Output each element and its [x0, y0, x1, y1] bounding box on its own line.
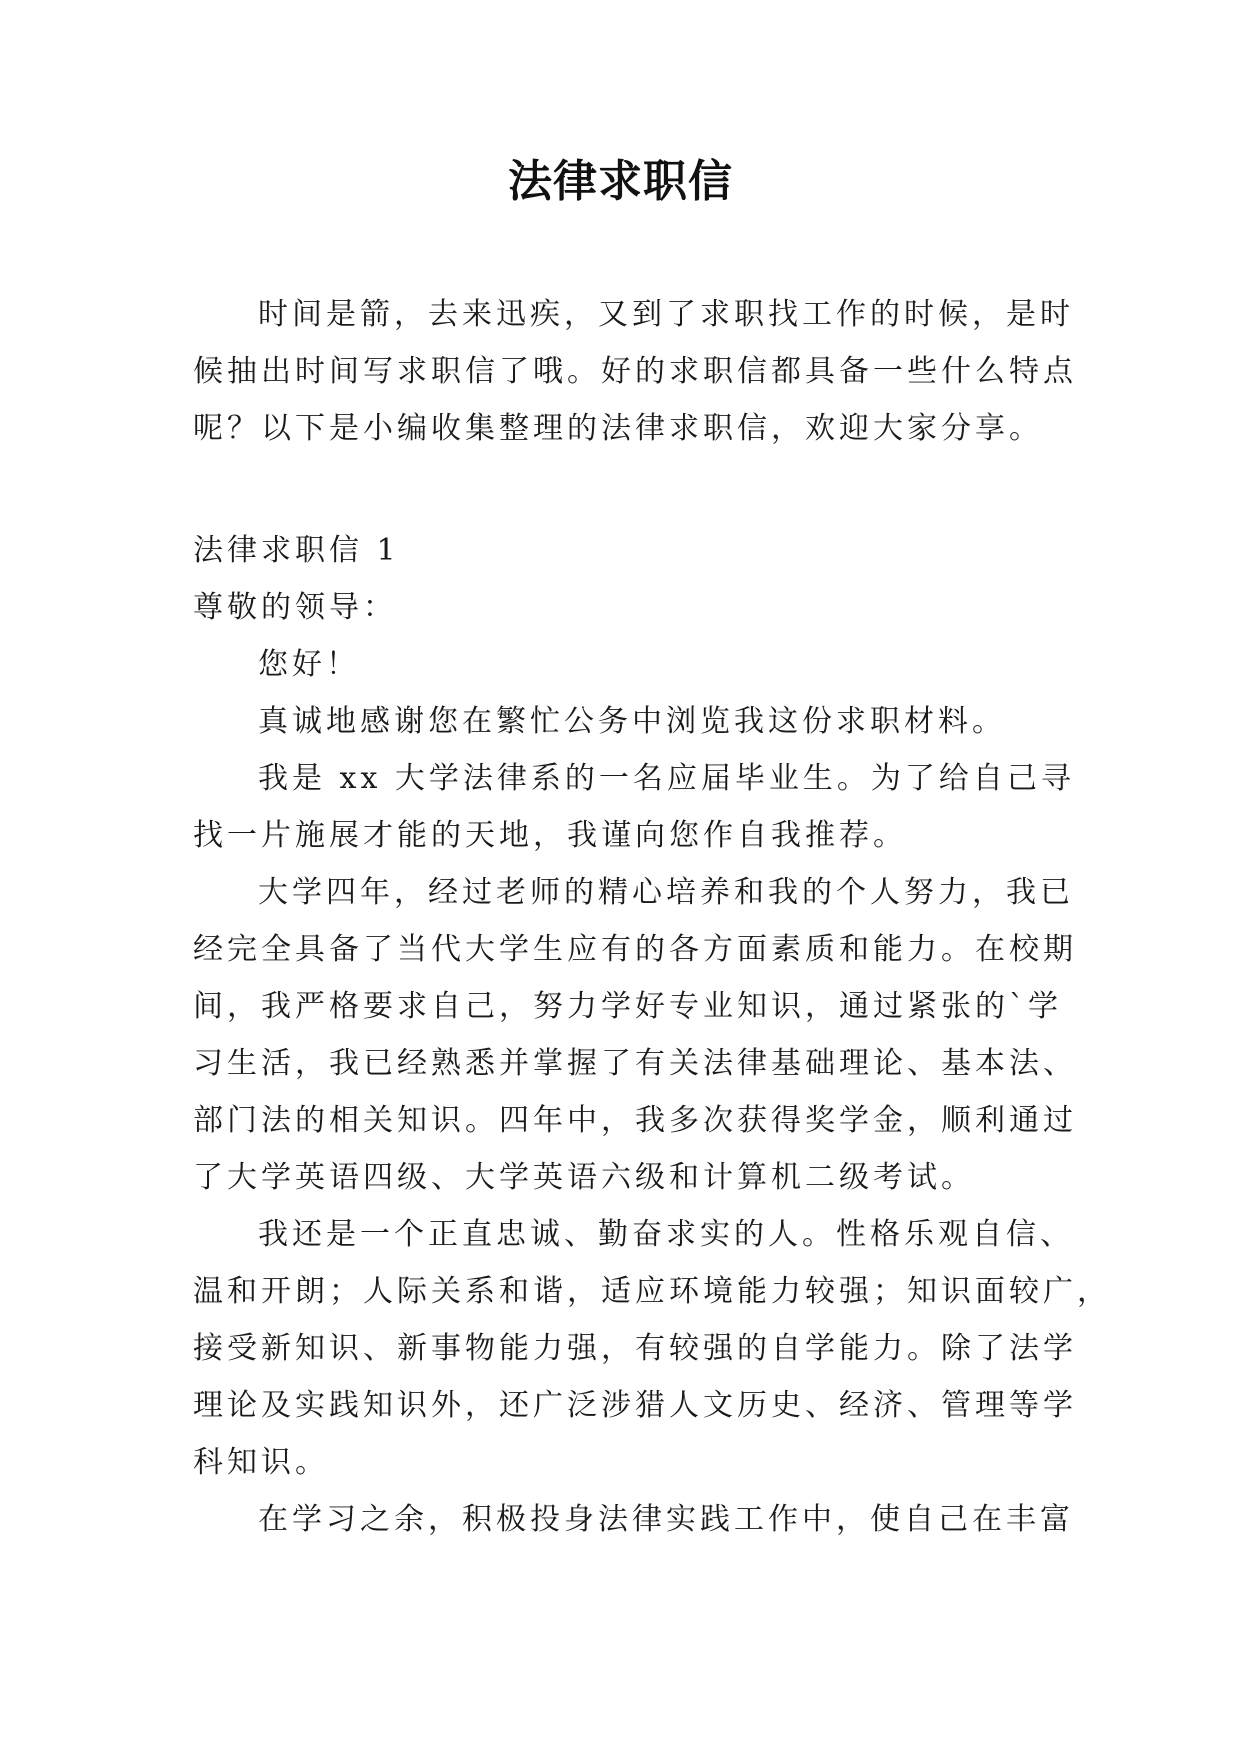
letter-line: 习生活，我已经熟悉并掌握了有关法律基础理论、基本法、: [193, 1046, 1077, 1081]
letter-line: 我还是一个正直忠诚、勤奋求实的人。性格乐观自信、: [258, 1217, 1074, 1252]
letter-line: 间，我严格要求自己，努力学好专业知识，通过紧张的`学: [193, 989, 1062, 1024]
letter-line: 接受新知识、新事物能力强，有较强的自学能力。除了法学: [193, 1331, 1077, 1366]
letter-line: 了大学英语四级、大学英语六级和计算机二级考试。: [193, 1160, 975, 1195]
letter-line: 找一片施展才能的天地，我谨向您作自我推荐。: [193, 818, 907, 853]
letter-line: 大学四年，经过老师的精心培养和我的个人努力，我已: [258, 875, 1074, 910]
letter-salutation: 尊敬的领导：: [193, 590, 397, 625]
letter-line: 经完全具备了当代大学生应有的各方面素质和能力。在校期: [193, 932, 1077, 967]
letter-line: 温和开朗；人际关系和谐，适应环境能力较强；知识面较广，: [193, 1274, 1111, 1309]
intro-paragraph: [193, 286, 1077, 457]
document-title: 法律求职信: [508, 156, 733, 207]
letter-heading: 法律求职信 1: [193, 533, 400, 568]
intro-line: 候抽出时间写求职信了哦。好的求职信都具备一些什么特点: [193, 354, 1077, 389]
letter-greeting: 您好！: [258, 647, 360, 682]
letter-line: 理论及实践知识外，还广泛涉猎人文历史、经济、管理等学: [193, 1388, 1077, 1423]
letter-paragraphs: [193, 693, 1111, 1548]
letter-line: 科知识。: [193, 1445, 329, 1480]
letter-line: 我是 xx 大学法律系的一名应届毕业生。为了给自己寻: [258, 761, 1075, 796]
letter-line: 在学习之余，积极投身法律实践工作中，使自己在丰富: [258, 1502, 1074, 1537]
letter-line: 真诚地感谢您在繁忙公务中浏览我这份求职材料。: [258, 704, 1006, 739]
letter-line: 部门法的相关知识。四年中，我多次获得奖学金，顺利通过: [193, 1103, 1077, 1138]
letter-body: [193, 522, 1111, 1548]
intro-line: 呢？以下是小编收集整理的法律求职信，欢迎大家分享。: [193, 411, 1043, 446]
intro-line: 时间是箭，去来迅疾，又到了求职找工作的时候，是时: [258, 297, 1074, 332]
